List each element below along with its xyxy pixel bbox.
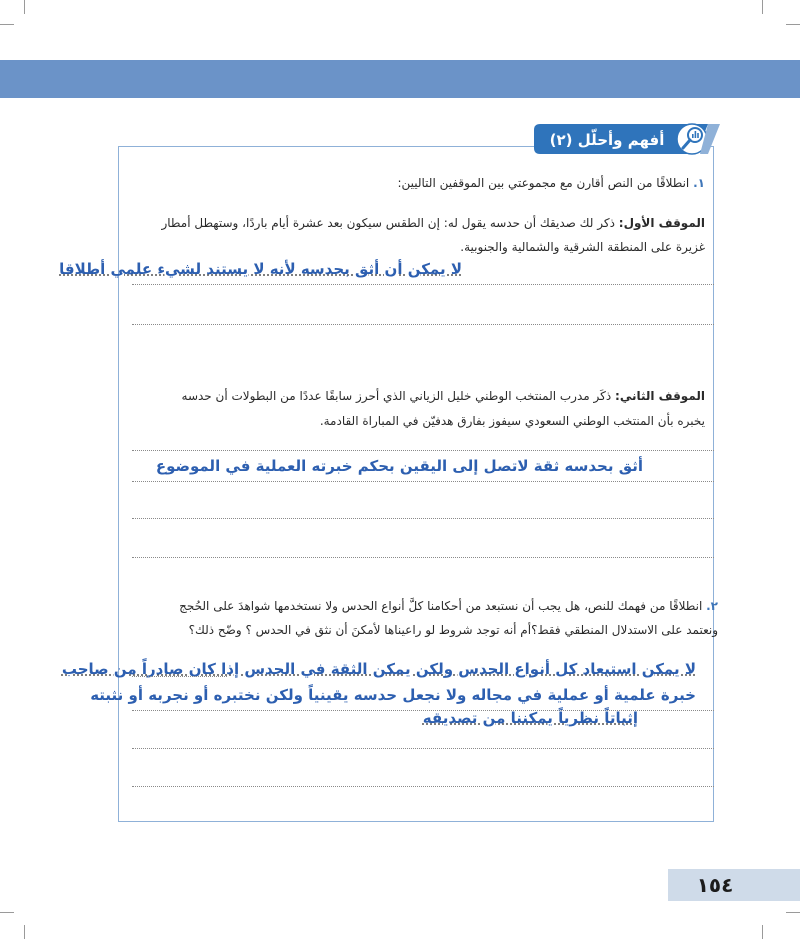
answer-line [132,481,714,482]
situation-2-line-2: يخبره بأن المنتخب الوطني السعودي سيفوز بفارق هدفيّن في المباراة القادمة. [319,414,705,428]
situation-2-line-1 [182,386,705,406]
answer-line [132,786,714,787]
question-2-line-1 [179,596,718,616]
situation-1-text-1: ذكر لك صديقك أن حدسه يقول له: إن الطقس سيكون بعد عشرة أيام باردًا، وستهطل أمطار [161,216,615,230]
crop-mark-bottom-right-v [762,925,763,939]
situation-2-text-1: ذكَر مدرب المنتخب الوطني خليل الزياني الذي أحرز سابقًا عددًا من البطولات أن حدسه [181,389,612,403]
answer-line [132,324,714,325]
answer-line [132,676,227,677]
question-2-line-2: ونعتمد على الاستدلال المنطقي فقط؟أم أنه توجد شروط لو راعيناها لأمكنَ أن نثق في الحدس ؟ وضّح ذلك؟ [188,623,718,637]
answer-line [132,284,714,285]
question-1-number: ١. [693,176,705,190]
crop-mark-top-left-h [0,24,14,25]
section-title: أفهم وأحلّل (٢) [549,131,665,149]
page-number: ١٥٤ [696,873,734,897]
crop-mark-top-right-v [762,0,763,14]
answer-line [132,518,714,519]
situation-2-answer[interactable]: أثق بحدسه ثقة لاتصل إلى اليقين بحكم خبرته العملية في الموضوع [155,457,643,475]
question-2-number: ٢. [706,599,718,613]
situation-1-label: الموقف الأول: [618,216,705,230]
situation-1-line-2: غزيرة على المنطقة الشرقية والشمالية والجنوبية. [460,240,705,254]
crop-mark-bottom-left-v [24,925,25,939]
question-1-prompt [397,173,705,193]
header-band [0,60,800,98]
answer-line [132,450,714,451]
question-2-answer-line-3[interactable]: إثباتاً نظرياً يمكننا من تصديقه [422,709,638,727]
answer-line [132,748,714,749]
situation-1-line-1 [161,213,705,233]
crop-mark-top-left-v [24,0,25,14]
answer-line [132,557,714,558]
question-2-answer-line-1[interactable]: لا يمكن استبعاد كل أنواع الحدس ولكن يمكن الثقة في الحدس إذا كان صادراً من صاحب [61,660,696,678]
question-2-text-1: انطلاقًا من فهمك للنص، هل يجب أن نستبعد من أحكامنا كلَّ أنواع الحدس ولا نستخدمها شواهدَ على الحُجج [179,599,703,613]
crop-mark-bottom-left-h [0,912,14,913]
situation-2-label: الموقف الثاني: [615,389,705,403]
question-1-text: انطلاقًا من النص أقارن مع مجموعتي بين الموقفين التاليين: [397,176,690,190]
situation-1-answer[interactable]: لا يمكن أن أثق بحدسه لأنه لا يستند لشيء علمي أطلاقا [59,260,462,278]
crop-mark-bottom-right-h [786,912,800,913]
crop-mark-top-right-h [786,24,800,25]
question-2-answer-line-2[interactable]: خبرة علمية أو عملية في مجاله ولا نجعل حدسه يقينياً ولكن نختبره أو نجربه أو نثبته [90,686,696,704]
